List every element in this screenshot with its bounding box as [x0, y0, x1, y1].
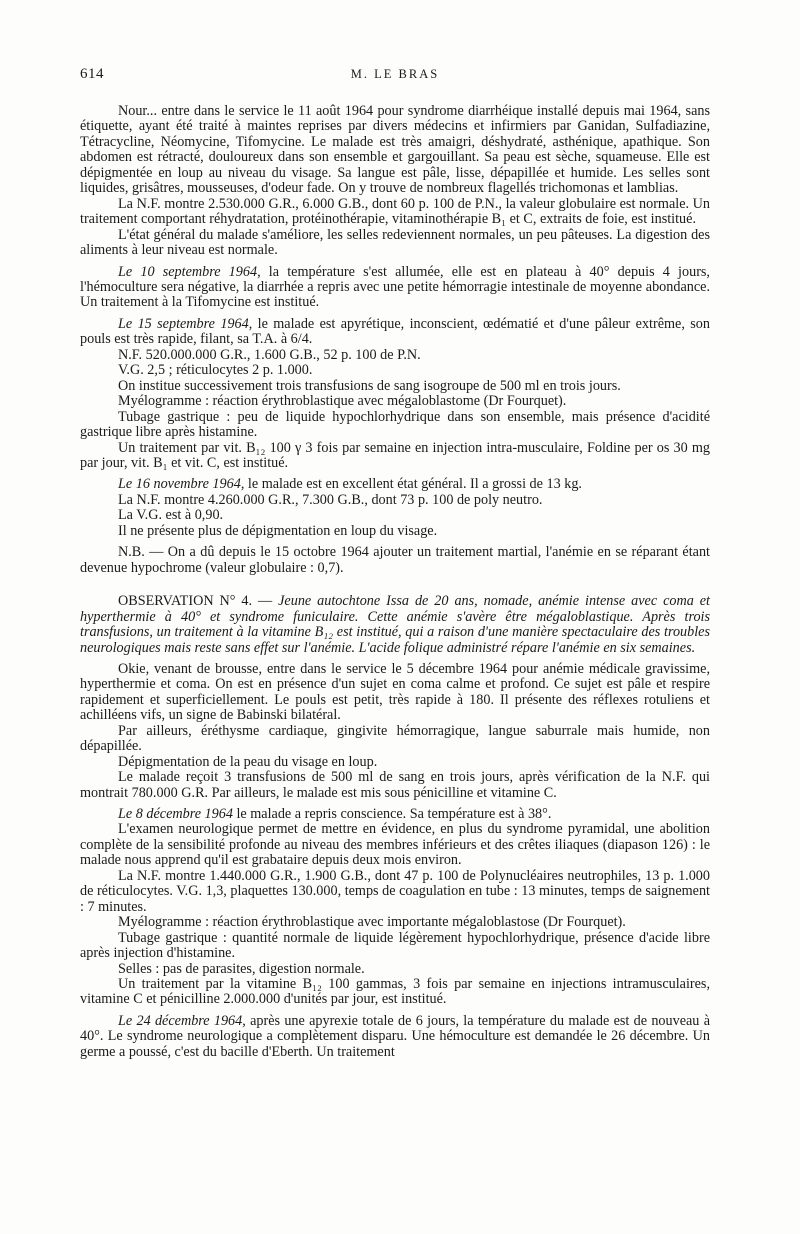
paragraph: La V.G. est à 0,90.: [118, 507, 224, 524]
paragraph: V.G. 2,5 ; réticulocytes 2 p. 1.000.: [118, 362, 313, 379]
page-number: 614: [80, 66, 104, 82]
paragraph: Myélogramme : réaction érythroblastique avec importante mégaloblastose (Dr Fourquet).: [118, 914, 626, 931]
observation-summary: Jeune autochtone Issa de 20 ans, nomade, anémie intense avec coma et hyperthermie à 40° et syndrome funiculaire. Cette anémie s'avère être mégaloblastique. Après trois transfusions, un traitement à la vitamine B₁₂ est institué, qui a raison d'une manière spectaculaire des troubles neurologiques mais reste sans effet sur l'anémie. L'acide folique administré répare l'anémie en six semaines.: [80, 593, 710, 656]
paragraph: Nour... entre dans le service le 11 août 1964 pour syndrome diarrhéique installé depuis mai 1964, sans étiquette, ayant été traité à maintes reprises par divers médecins et infirmiers par Ganidan, Sulfadiazine, Tétracycline, Néomycine, Tifomycine. Le malade est très amaigri, déshydraté, asthénique, apathique. Son abdomen est rétracté, douloureux dans son ensemble et gargouillant. Sa peau est sèche, squameuse. Elle est dépigmentée en loup au niveau du visage. Sa langue est pâle, lisse, dépapillée et humide. Les selles sont liquides, grisâtres, mousseuses, d'odeur fade. On y trouve de nombreux flagellés trichomonas et lamblias.: [80, 103, 710, 197]
paragraph: L'examen neurologique permet de mettre en évidence, en plus du syndrome pyramidal, une abolition complète de la sensibilité profonde au niveau des membres inférieurs et des crêtes iliaques (diapason 126) : le malade nous apprend qu'il est grabataire depuis deux mois environ.: [80, 821, 710, 869]
paragraph: La N.F. montre 1.440.000 G.R., 1.900 G.B., dont 47 p. 100 de Polynucléaires neutrophiles, 13 p. 1.000 de réticulocytes. V.G. 1,3, plaquettes 130.000, temps de coagulation en tube : 13 minutes, temps de saignement : 7 minutes.: [80, 867, 710, 915]
paragraph: Le 24 décembre 1964, après une apyrexie totale de 6 jours, la température du malade est de nouveau à 40°. Le syndrome neurologique a complètement disparu. Une hémoculture est demandée le 26 décembre. Un germe a poussé, c'est du bacille d'Eberth. Un traitement: [80, 1012, 710, 1060]
paragraph: Le malade reçoit 3 transfusions de 500 ml de sang en trois jours, après vérification de la N.F. qui montrait 780.000 G.R. Par ailleurs, le malade est mis sous pénicilline et vitamine C.: [80, 769, 710, 801]
paragraph: Il ne présente plus de dépigmentation en loup du visage.: [118, 522, 438, 539]
paragraph: Un traitement par la vitamine B₁₂ 100 gammas, 3 fois par semaine en injections intramusculaires, vitamine C et pénicilline 2.000.000 d'unités par jour, est institué.: [80, 976, 710, 1008]
page-header: [80, 66, 710, 88]
paragraph: Selles : pas de parasites, digestion normale.: [118, 960, 365, 977]
date-text: Le 24 décembre 1964: [118, 1012, 243, 1029]
paragraph: Le 10 septembre 1964, la température s'est allumée, elle est en plateau à 40° depuis 4 jours, l'hémoculture sera négative, la diarrhée a repris avec une petite hémorragie intestinale de moyenne abondance. Un traitement à la Tifomycine est institué.: [80, 263, 710, 311]
paragraph: Myélogramme : réaction érythroblastique avec mégaloblastome (Dr Fourquet).: [118, 393, 567, 410]
running-head: M. LE BRAS: [350, 67, 440, 81]
observation-heading: OBSERVATION N° 4.: [118, 593, 253, 610]
paragraph: Tubage gastrique : peu de liquide hypochlorhydrique dans son ensemble, mais présence d'acidité gastrique libre après histamine.: [80, 408, 710, 441]
paragraph: L'état général du malade s'améliore, les selles redeviennent normales, un peu pâteuses. La digestion des aliments à leur niveau est normale.: [80, 226, 710, 259]
date-text: Le 10 septembre 1964: [118, 263, 258, 280]
date-text: Le 16 novembre 1964: [118, 476, 241, 493]
paragraph: Okie, venant de brousse, entre dans le service le 5 décembre 1964 pour anémie médicale gravissime, hyperthermie et coma. On est en présence d'un sujet en coma calme et profond. Ce sujet est pâle et respire rapidement et superficiellement. Le pouls est petit, très rapide à 180. Il présente des réflexes rotuliens et achilléens vifs, un signe de Babinski bilatéral.: [80, 660, 710, 724]
paragraph: Un traitement par vit. B₁₂ 100 γ 3 fois par semaine en injection intra-musculaire, Foldine per os 30 mg par jour, vit. B₁ et vit. C, est institué.: [80, 439, 710, 471]
paragraph: Le 15 septembre 1964, le malade est apyrétique, inconscient, œdématié et d'une pâleur extrême, son pouls est très rapide, filant, sa T.A. à 6/4.: [80, 315, 710, 348]
paragraph: On institue successivement trois transfusions de sang isogroupe de 500 ml en trois jours.: [118, 377, 621, 394]
paragraph: La N.F. montre 2.530.000 G.R., 6.000 G.B., dont 60 p. 100 de P.N., la valeur globulaire est normale. Un traitement comportant réhydratation, protéinothérapie, vitaminothérapie B₁ et C, extraits de foie, est institué.: [80, 195, 710, 228]
observation-dash: —: [252, 593, 279, 610]
paragraph: N.F. 520.000.000 G.R., 1.600 G.B., 52 p. 100 de P.N.: [118, 346, 421, 363]
paragraph: Le 16 novembre 1964, le malade est en excellent état général. Il a grossi de 13 kg.: [118, 476, 582, 493]
body-text: [80, 104, 710, 1060]
paragraph: Par ailleurs, éréthysme cardiaque, gingivite hémorragique, langue saburrale mais humide, non dépapillée.: [80, 722, 710, 755]
paragraph: Le 8 décembre 1964 le malade a repris conscience. Sa température est à 38°.: [118, 806, 552, 823]
paragraph: N.B. — On a dû depuis le 15 octobre 1964 ajouter un traitement martial, l'anémie en se réparant étant devenue hypochrome (valeur globulaire : 0,7).: [80, 544, 710, 576]
paragraph: La N.F. montre 4.260.000 G.R., 7.300 G.B., dont 73 p. 100 de poly neutro.: [118, 491, 543, 508]
paragraph: Dépigmentation de la peau du visage en loup.: [118, 753, 378, 770]
observation-heading-paragraph: [80, 594, 710, 656]
date-text: Le 8 décembre 1964: [118, 806, 233, 823]
date-text: Le 15 septembre 1964: [118, 315, 249, 332]
paragraph: Tubage gastrique : quantité normale de liquide légèrement hypochlorhydrique, présence d'acide libre après injection d'histamine.: [80, 929, 710, 962]
